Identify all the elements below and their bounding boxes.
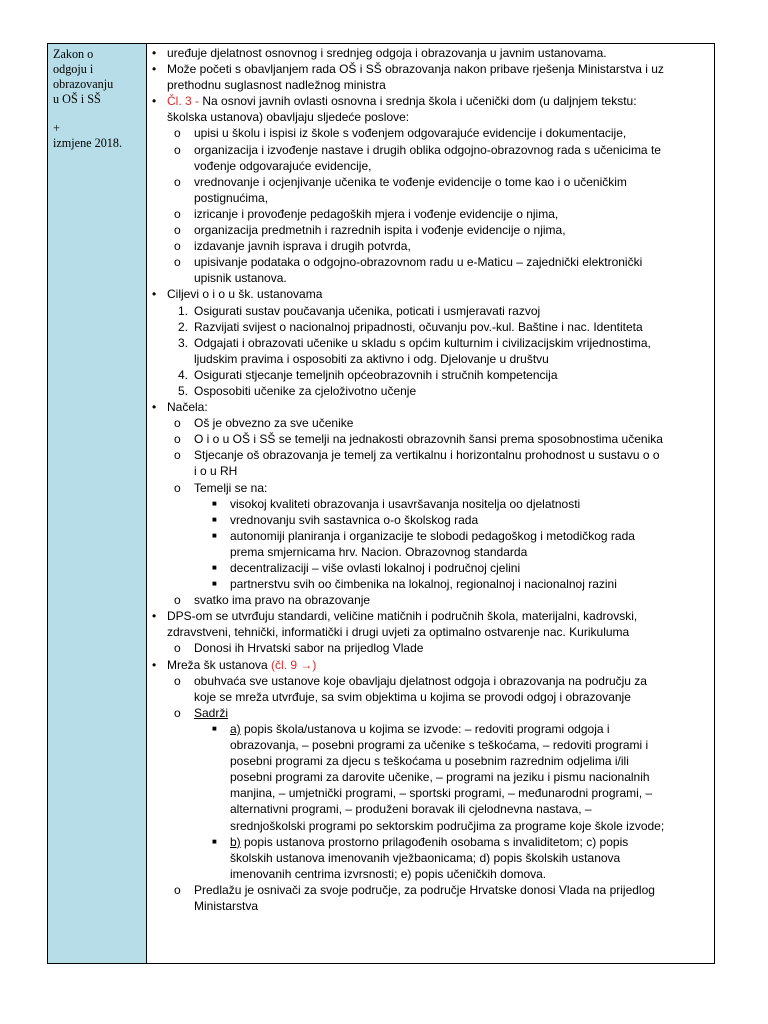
sub-item-continuation: postignućima, bbox=[194, 190, 269, 205]
square-item-continuation: posebni programi za darovite učenike, – programi na jeziku i pismu nacionalnih bbox=[230, 770, 650, 785]
subject-cell bbox=[48, 44, 147, 963]
subject-title-line: obrazovanju bbox=[53, 77, 114, 91]
square-item: ■ decentralizaciji – više ovlasti lokalnoj i područnoj cjelini bbox=[212, 561, 521, 575]
bullet-dot-icon: • bbox=[152, 609, 157, 624]
circle-bullet-icon: o bbox=[174, 448, 181, 463]
square-bullet-icon: ■ bbox=[212, 563, 217, 572]
numbered-item: 3. Odgajati i obrazovati učenike u skladu s općim kulturnim i civilizacijskim vrijednostima, bbox=[147, 335, 710, 351]
bullet-item: • Mreža šk ustanova (čl. 9 →) bbox=[152, 657, 317, 672]
numbered-item-continuation: ljudskim pravima i osposobiti za aktivno i odg. Djelovanje u društvu bbox=[194, 351, 549, 366]
square-item: ■ a) popis škola/ustanova u kojima se izvode: – redoviti programi odgoja i bbox=[212, 721, 610, 736]
bullet-continuation: prethodnu suglasnost nadležnog ministra bbox=[167, 78, 386, 93]
square-bullet-icon: ■ bbox=[212, 530, 217, 540]
bullet-dot-icon: • bbox=[152, 94, 157, 109]
sub-item-continuation: i o u RH bbox=[194, 464, 238, 479]
sub-item: o obuhvaća sve ustanove koje obavljaju djelatnost odgoja i obrazovanja na području za bbox=[174, 673, 647, 688]
circle-bullet-icon: o bbox=[174, 142, 181, 157]
sub-item: o Donosi ih Hrvatski sabor na prijedlog Vlade bbox=[174, 641, 424, 656]
sub-item-continuation: koje se mreža utvrđuje, sa svim objektima u kojima se provodi odgoj i obrazovanje bbox=[194, 689, 631, 704]
circle-bullet-icon: o bbox=[174, 641, 181, 656]
bullet-item: • Može početi s obavljanjem rada OŠ i SŠ obrazovanja nakon pribave rješenja Ministarstva i uz bbox=[152, 62, 664, 77]
sub-item: o svatko ima pravo na obrazovanje bbox=[174, 593, 371, 608]
square-item-continuation: školskih ustanova imenovanih vježbaonicama; d) popis školskih ustanova bbox=[230, 850, 621, 865]
circle-bullet-icon: o bbox=[174, 432, 181, 447]
circle-bullet-icon: o bbox=[174, 239, 181, 254]
subject-title-line: odgoju i bbox=[53, 62, 94, 76]
circle-bullet-icon: o bbox=[174, 206, 181, 221]
circle-bullet-icon: o bbox=[174, 673, 181, 688]
bullet-continuation: zdravstveni, tehnički, informatički i drugi uvjeti za optimalno ostvarenje nac. Kurikuluma bbox=[167, 625, 630, 640]
bullet-item: • Ciljevi o i o u šk. ustanovama bbox=[152, 287, 323, 302]
amendments-label: izmjene 2018. bbox=[53, 136, 123, 150]
bullet-item: • DPS-om se utvrđuju standardi, veličine matičnih i područnih škola, materijalni, kadrovski, bbox=[152, 609, 638, 624]
square-item-continuation: manjina, – umjetnički programi, – sportski programi, – međunarodni programi, – bbox=[230, 786, 653, 801]
article-reference: (čl. 9 →) bbox=[271, 657, 317, 672]
bullet-dot-icon: • bbox=[152, 46, 157, 60]
item-number: 1. bbox=[177, 303, 188, 318]
square-item-continuation: alternativni programi, – produženi boravak ili cjelodnevna nastava, – bbox=[230, 802, 592, 817]
square-item-continuation: obrazovanja, – posebni programi za učenike s teškoćama, – redoviti programi i bbox=[230, 738, 649, 753]
sub-item: o upisi u školu i ispisi iz škole s vođenjem odgovarajuće evidencije i dokumentacije, bbox=[174, 126, 627, 141]
sub-item: o Temelji se na: bbox=[174, 480, 268, 495]
sub-item: o izdavanje javnih isprava i drugih potvrda, bbox=[174, 239, 411, 254]
circle-bullet-icon: o bbox=[174, 705, 181, 720]
sub-item: o izricanje i provođenje pedagoških mjera i vođenje evidencije o njima, bbox=[174, 206, 559, 221]
sub-item-continuation: upisnik ustanova. bbox=[194, 271, 287, 286]
sub-item-continuation: vođenje odgovarajuće evidencije, bbox=[194, 158, 372, 173]
item-number: 5. bbox=[177, 383, 188, 398]
sub-item: o organizacija i izvođenje nastave i drugih oblika odgojno-obrazovnog rada s učenicima te bbox=[174, 142, 661, 157]
article-reference: Čl. 3 - bbox=[167, 94, 200, 109]
sub-item: o vrednovanje i ocjenjivanje učenika te vođenje evidencije o tome kao i o učeničkim bbox=[174, 174, 627, 189]
sub-item: o O i o u OŠ i SŠ se temelji na jednakosti obrazovnih šansi prema sposobnostima učenika bbox=[174, 432, 663, 447]
subject-title-line: u OŠ i SŠ bbox=[53, 92, 101, 106]
square-bullet-icon: ■ bbox=[212, 836, 217, 846]
numbered-item: 1. Osigurati sustav poučavanja učenika, poticati i usmjeravati razvoj bbox=[147, 303, 710, 319]
square-item: ■ vrednovanju svih sastavnica o-o školskog rada bbox=[212, 512, 479, 527]
bullet-continuation: školska ustanova) obavljaju sljedeće poslove: bbox=[167, 110, 410, 125]
square-item: ■ visokoj kvaliteti obrazovanja i usavršavanja nositelja oo djelatnosti bbox=[212, 496, 581, 511]
bullet-item: • uređuje djelatnost osnovnog i srednjeg odgoja i obrazovanja u javnim ustanovama. bbox=[152, 46, 607, 60]
numbered-item: 2. Razvijati svijest o nacionalnoj pripadnosti, očuvanju pov.-kul. Baštine i nac. Identiteta bbox=[147, 319, 710, 335]
sub-item: o Sadrži bbox=[174, 705, 229, 720]
bullet-item: • Načela: bbox=[152, 400, 208, 415]
subject-title-line: Zakon o bbox=[53, 47, 94, 61]
circle-bullet-icon: o bbox=[174, 126, 181, 141]
square-item-continuation: prema smjernicama hrv. Nacion. Obrazovnog standarda bbox=[230, 544, 528, 559]
square-item-continuation: srednjoškolski programi po sektorskim područjima za programe koje škole izvode; bbox=[230, 818, 665, 833]
sub-item: o upisivanje podataka o odgojno-obrazovnom radu u e-Maticu – zajednički elektronički bbox=[174, 255, 643, 270]
circle-bullet-icon: o bbox=[174, 416, 181, 431]
circle-bullet-icon: o bbox=[174, 480, 181, 495]
numbered-item: 4. Osigurati stjecanje temeljnih općeobrazovnih i stručnih kompetencija bbox=[147, 367, 710, 383]
square-bullet-icon: ■ bbox=[212, 498, 217, 508]
item-number: 2. bbox=[177, 319, 188, 334]
square-item-continuation: imenovanih centrima izvrsnosti; e) popis učeničkih domova. bbox=[230, 866, 547, 881]
item-number: 3. bbox=[177, 335, 188, 350]
square-bullet-icon: ■ bbox=[212, 579, 217, 589]
sub-item: o organizacija predmetnih i razrednih ispita i vođenje evidencije o njima, bbox=[174, 223, 566, 238]
item-number: 4. bbox=[177, 367, 188, 382]
square-bullet-icon: ■ bbox=[212, 723, 217, 733]
bullet-dot-icon: • bbox=[152, 400, 157, 415]
circle-bullet-icon: o bbox=[174, 255, 181, 270]
sub-item-continuation: Ministarstva bbox=[194, 898, 259, 913]
square-bullet-icon: ■ bbox=[212, 514, 217, 524]
square-item: ■ b) popis ustanova prostorno prilagođenih osobama s invaliditetom; c) popis bbox=[212, 834, 629, 849]
numbered-item: 5. Osposobiti učenike za cjeloživotno učenje bbox=[147, 383, 710, 399]
circle-bullet-icon: o bbox=[174, 223, 181, 238]
square-item: ■ partnerstvu svih oo čimbenika na lokalnoj, regionalnoj i nacionalnoj razini bbox=[212, 577, 617, 592]
sub-item: o Predlažu je osnivači za svoje područje, za područje Hrvatske donosi Vlada na prijedlog bbox=[174, 882, 655, 897]
square-item: ■ autonomiji planiranja i organizacije te slobodi pedagoškog i metodičkog rada bbox=[212, 528, 635, 543]
square-item-continuation: posebni programi za djecu s teškoćama u posebnim razrednim odjelima i/ili bbox=[230, 754, 629, 769]
bullet-dot-icon: • bbox=[152, 62, 157, 77]
bullet-dot-icon: • bbox=[152, 657, 157, 672]
notes-table bbox=[47, 43, 715, 964]
sub-item: o Stjecanje oš obrazovanja je temelj za vertikalnu i horizontalnu prohodnost u sustavu o o bbox=[174, 448, 660, 463]
circle-bullet-icon: o bbox=[174, 882, 181, 897]
bullet-item: • Čl. 3 - Na osnovi javnih ovlasti osnovna i srednja škola i učenički dom (u daljnjem tekstu: bbox=[152, 94, 637, 109]
bullet-dot-icon: • bbox=[152, 287, 157, 302]
plus-sign: + bbox=[53, 121, 60, 135]
sub-item: o Oš je obvezno za sve učenike bbox=[174, 416, 354, 431]
circle-bullet-icon: o bbox=[174, 593, 181, 608]
content-cell bbox=[147, 44, 714, 963]
circle-bullet-icon: o bbox=[174, 174, 181, 189]
